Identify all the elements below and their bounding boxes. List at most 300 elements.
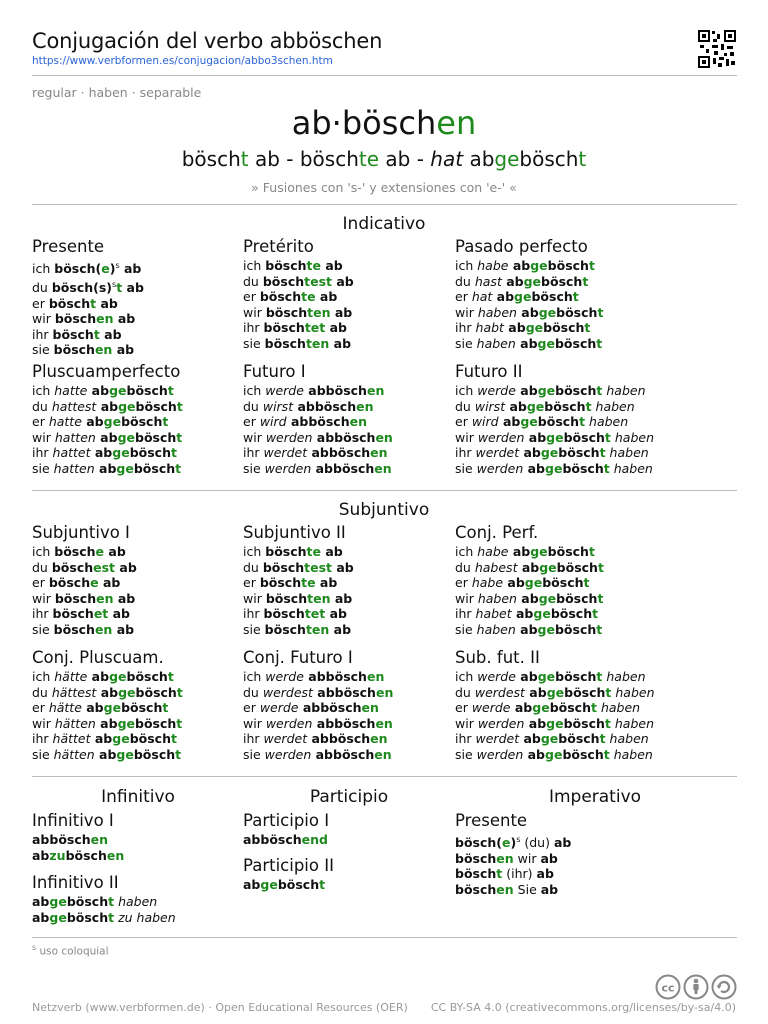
conjugation-row [243, 445, 458, 461]
conjugation-segment: ab [524, 684, 547, 700]
conjugation-segment: ab [81, 700, 104, 716]
conjugation-segment: ihr [455, 320, 476, 336]
conjugation-segment: wir [243, 304, 266, 320]
conjugation-segment: bösch [129, 731, 171, 747]
conjugation-segment: ab [96, 398, 119, 414]
conjugation-segment: bösch [455, 835, 497, 851]
conjugation-segment: ab [315, 575, 338, 591]
conjugation-segment: ge [118, 398, 136, 414]
conjugation-segment: bösch [556, 304, 598, 320]
conjugation-segment: bösch [563, 715, 605, 731]
conjugation-segment: bösch [51, 559, 94, 575]
conjugation-segment: abbösch [32, 832, 91, 847]
conjugation-segment: bösch [455, 850, 497, 866]
page-url[interactable]: https://www.verbformen.es/conjugacion/abbo3schen.htm [32, 55, 333, 67]
conjugation-segment: ge [103, 700, 122, 716]
conjugation-segment: wir [32, 311, 55, 327]
conjugation-row [243, 669, 458, 685]
tense-block [32, 362, 247, 477]
conjugation-segment: ten [305, 621, 330, 637]
conjugation-segment: sie [243, 621, 265, 637]
conjugation-segment: haben [596, 700, 641, 716]
conjugation-segment: te [301, 575, 316, 591]
conjugation-segment: wir [455, 429, 478, 445]
conjugation-row [455, 274, 670, 290]
conjugation-segment: hatte [54, 383, 88, 398]
conjugation-row [243, 430, 458, 446]
conjugation-row [243, 383, 458, 399]
conjugation-row [243, 274, 458, 290]
conjugation-segment: ge [546, 715, 564, 731]
conjugation-segment: bösch [54, 311, 97, 327]
conjugation-segment: ge [526, 398, 545, 414]
conjugation-row [32, 731, 247, 747]
conjugation-segment: t [116, 279, 123, 295]
conjugation-row [455, 414, 670, 430]
tense-block [32, 523, 247, 638]
conjugation-segment: ge [109, 383, 127, 398]
conjugation-segment: ab [516, 590, 539, 606]
conjugation-segment: du [32, 559, 52, 575]
conjugation-segment: ge [540, 731, 559, 747]
conjugation-segment: (du) [520, 835, 554, 851]
conjugation-segment: wird [259, 414, 287, 430]
conjugation-segment: abbösch [303, 669, 367, 684]
conjugation-segment: e [101, 261, 110, 277]
conjugation-segment: ich [243, 669, 266, 684]
conjugation-segment: t [93, 326, 100, 342]
conjugation-segment: ge [116, 746, 134, 762]
conjugation-segment: ge [112, 445, 130, 461]
conjugation-row [455, 560, 670, 576]
conjugation-segment: habe [477, 544, 509, 559]
conjugation-segment: ab [87, 383, 110, 398]
conjugation-segment: ab [96, 295, 118, 311]
conjugation-segment: wird [471, 414, 499, 430]
conjugation-segment: ab [536, 866, 554, 882]
conjugation-segment: ich [32, 383, 55, 398]
conjugation-segment: sie [32, 746, 54, 762]
conjugation-row [243, 606, 458, 622]
conjugation-segment: ab [32, 847, 50, 863]
conjugation-row [32, 832, 247, 848]
footnote-mark: s [516, 835, 521, 844]
conjugation-segment: er [455, 575, 472, 591]
conjugation-row [243, 461, 458, 477]
conjugation-segment: ab [523, 746, 546, 762]
conjugation-row [455, 685, 670, 701]
conjugation-segment: bösch [542, 575, 584, 591]
conjugation-segment: t [584, 320, 591, 336]
conjugation-segment: en [496, 850, 514, 866]
conjugation-row [32, 700, 247, 716]
conjugation-segment: ge [537, 383, 556, 398]
tense-block [243, 811, 458, 848]
conjugation-segment: er [455, 700, 472, 716]
conjugation-segment: t [162, 414, 169, 430]
conjugation-segment: en [366, 669, 385, 684]
conjugation-row [243, 685, 458, 701]
conjugation-segment: en [361, 700, 379, 716]
conjugation-segment: t [170, 445, 177, 461]
conjugation-segment: ich [243, 544, 266, 559]
footer-source[interactable]: Netzverb (www.verbformen.de) · Open Educational Resources (OER) [32, 1001, 408, 1014]
conjugation-segment: t [583, 575, 590, 591]
conjugation-row [455, 544, 670, 560]
conjugation-segment: habe [471, 575, 504, 591]
conjugation-segment: en [94, 621, 113, 637]
conjugation-segment: zu [49, 847, 66, 863]
conjugation-segment: t [596, 335, 603, 351]
conjugation-row [32, 544, 247, 560]
tense-block [32, 648, 247, 763]
conjugation-segment: ab [95, 429, 118, 445]
conjugation-row [243, 305, 458, 321]
tense-title: Pasado perfecto [455, 237, 588, 256]
conjugation-segment: ihr [243, 445, 264, 461]
conjugation-segment: bösch [51, 279, 94, 295]
conjugation-segment: sie [243, 746, 265, 762]
conjugation-segment: hättest [51, 684, 97, 700]
footer-license[interactable]: CC BY-SA 4.0 (creativecommons.org/licenses/by-sa/4.0) [430, 1001, 736, 1014]
conjugation-segment: ab [517, 559, 540, 575]
conjugation-segment: ihr [32, 445, 53, 461]
tense-block [32, 811, 247, 863]
conjugation-segment: hat [471, 289, 493, 305]
tense-title: Presente [455, 811, 528, 830]
conjugation-segment: tet [304, 320, 326, 336]
verb-tags: regular · haben · separable [32, 85, 202, 100]
conjugation-segment: haben [605, 731, 649, 747]
conjugation-row [455, 882, 670, 898]
conjugation-row [32, 716, 247, 732]
conjugation-segment: ab [330, 590, 353, 606]
conjugation-segment: bösch [531, 289, 573, 305]
conjugation-segment: ab [112, 342, 135, 358]
conjugation-segment: zu haben [114, 909, 176, 925]
conjugation-segment: wirst [474, 398, 506, 414]
section-participio: Participio [309, 787, 389, 807]
conjugation-row [32, 383, 247, 399]
conjugation-segment: t [167, 669, 174, 684]
conjugation-segment: bösch [265, 544, 307, 559]
conjugation-segment: hatten [53, 460, 95, 476]
tense-block [455, 811, 670, 898]
conjugation-segment: ge [532, 700, 550, 716]
conjugation-segment: en [374, 460, 392, 476]
conjugation-segment: bösch [558, 445, 600, 461]
conjugation-segment: werde [477, 383, 516, 398]
conjugation-segment: ab [553, 835, 572, 851]
conjugation-segment: bösch [133, 746, 176, 762]
conjugation-segment: bösch [554, 621, 597, 637]
conjugation-segment: ihr [243, 606, 264, 622]
conjugation-segment: t [597, 304, 604, 320]
principal-parts [0, 147, 768, 171]
conjugation-segment: ab [94, 460, 117, 476]
conjugation-segment: ge [109, 669, 127, 684]
conjugation-segment: haben [114, 894, 158, 909]
conjugation-segment: ab [325, 606, 347, 622]
conjugation-segment: bösch [564, 684, 606, 700]
conjugation-row [243, 700, 458, 716]
conjugation-segment: haben [609, 746, 653, 762]
pp-past-particle: ab [379, 147, 411, 171]
conjugation-row [243, 731, 458, 747]
conjugation-segment: ab [243, 877, 261, 892]
tense-block [243, 523, 458, 638]
conjugation-row [455, 669, 670, 685]
conjugation-segment: abbösch [312, 684, 376, 700]
conjugation-row [32, 461, 247, 477]
conjugation-row [243, 877, 458, 893]
conjugation-segment: abbösch [312, 429, 376, 445]
conjugation-segment: hattet [52, 445, 91, 461]
conjugation-row [455, 700, 670, 716]
conjugation-row [32, 747, 247, 763]
conjugation-row [32, 894, 247, 910]
conjugation-segment: ge [537, 335, 555, 351]
conjugation-segment: werden [476, 746, 524, 762]
conjugation-segment: wir [243, 590, 266, 606]
conjugation-segment: du [455, 273, 475, 289]
tense-title: Conj. Pluscuam. [32, 648, 164, 667]
conjugation-segment: ge [520, 414, 538, 430]
conjugation-segment: du [32, 684, 52, 700]
conjugation-segment: ab [321, 258, 343, 273]
svg-text:cc: cc [661, 981, 675, 995]
conjugation-segment: werden [264, 460, 312, 476]
conjugation-segment: abbösch [307, 731, 371, 747]
conjugation-segment: werden [264, 746, 312, 762]
conjugation-segment: t [605, 684, 612, 700]
conjugation-segment: ab [515, 621, 538, 637]
footnote-mark: s [32, 943, 37, 952]
conjugation-segment: haben [609, 460, 653, 476]
conjugation-segment: werde [265, 383, 304, 398]
conjugation-row [243, 575, 458, 591]
infinitive-stem: ab·bösch [291, 104, 437, 142]
page-title: Conjugación del verbo abböschen [32, 29, 383, 53]
conjugation-segment: haben [611, 684, 655, 700]
tense-title: Conj. Futuro I [243, 648, 353, 667]
conjugation-segment: haben [476, 335, 516, 351]
pp-participle-stem: bösch [519, 147, 579, 171]
conjugation-segment: er [32, 295, 49, 311]
conjugation-segment: t [176, 715, 183, 731]
conjugation-segment: en [90, 832, 109, 847]
pp-participle-ending: t [578, 147, 587, 171]
conjugation-segment: ge [546, 429, 564, 445]
section-divider [32, 490, 737, 491]
conjugation-segment: ab [515, 383, 538, 398]
conjugation-segment: ich [32, 669, 55, 684]
tense-title: Participio II [243, 856, 334, 875]
conjugation-segment: t [590, 700, 597, 716]
conjugation-segment: ihr [455, 606, 476, 622]
conjugation-segment: bösch [53, 621, 95, 637]
conjugation-row [32, 342, 247, 358]
conjugation-segment: (s) [93, 279, 113, 295]
conjugation-segment: bösch [262, 559, 305, 575]
conjugation-segment: abbösch [311, 746, 375, 762]
conjugation-segment: t [592, 606, 599, 622]
header-divider [32, 75, 737, 76]
conjugation-row [32, 258, 247, 277]
conjugation-segment: bösch [555, 669, 597, 684]
conjugation-row [32, 606, 247, 622]
conjugation-segment: werden [265, 715, 313, 731]
conjugation-row [243, 544, 458, 560]
conjugation-segment: en [349, 414, 368, 430]
conjugation-segment: ab [501, 273, 524, 289]
conjugation-segment: werdet [475, 731, 520, 747]
conjugation-segment: ge [546, 684, 565, 700]
conjugation-segment: bösch [455, 881, 497, 897]
conjugation-segment: bösch [133, 460, 176, 476]
conjugation-segment: bösch [549, 700, 591, 716]
conjugation-segment: bösch [54, 590, 97, 606]
footnote-mark: s [115, 261, 120, 270]
conjugation-segment: wir [243, 429, 266, 445]
conjugation-segment: ge [112, 731, 130, 747]
conjugation-segment: sie [32, 621, 54, 637]
conjugation-segment: en [374, 746, 392, 762]
pp-present-stem: bösch [181, 147, 241, 171]
conjugation-segment: e [95, 544, 105, 559]
conjugation-row [32, 430, 247, 446]
conjugation-segment: haben [610, 429, 654, 445]
conjugation-segment: ab [99, 326, 122, 342]
conjugation-segment: ab [524, 715, 547, 731]
conjugation-segment: t [175, 746, 182, 762]
conjugation-segment: ihr [32, 326, 53, 342]
qr-code-icon [697, 29, 737, 69]
conjugation-segment: (ihr) [502, 866, 537, 882]
conjugation-segment: bösch [547, 258, 589, 273]
conjugation-segment: wir [513, 850, 541, 866]
conjugation-segment: sie [32, 342, 54, 358]
conjugation-segment: wir [32, 715, 55, 731]
conjugation-row [32, 277, 247, 296]
conjugation-row [32, 414, 247, 430]
conjugation-segment: er [32, 700, 49, 716]
conjugation-segment: ihr [243, 731, 264, 747]
conjugation-row [243, 716, 458, 732]
conjugation-row [455, 461, 670, 477]
conjugation-segment: werdet [263, 731, 308, 747]
conjugation-segment: en [375, 429, 393, 445]
conjugation-row [455, 575, 670, 591]
tense-title: Subjuntivo I [32, 523, 130, 542]
conjugation-segment: du [243, 559, 263, 575]
conjugation-row [32, 622, 247, 638]
conjugation-segment: sie [243, 335, 265, 351]
conjugation-segment: t [175, 460, 182, 476]
section-divider [32, 937, 737, 938]
conjugation-segment: t [604, 429, 611, 445]
conjugation-segment: bösch [65, 847, 107, 863]
conjugation-segment: bösch [54, 261, 96, 277]
conjugation-segment: hättet [52, 731, 91, 747]
conjugation-segment: t [170, 731, 177, 747]
conjugation-segment: t [588, 544, 595, 559]
conjugation-segment: wir [243, 715, 266, 731]
conjugation-segment: ab [95, 715, 118, 731]
conjugation-segment: abbösch [311, 460, 375, 476]
conjugation-segment: ab [112, 621, 135, 637]
conjugation-segment: er [455, 414, 472, 430]
conjugation-segment: en [366, 383, 385, 398]
section-indicativo: Indicativo [342, 214, 426, 234]
conjugation-segment: test [304, 559, 333, 575]
conjugation-segment: ab [87, 669, 110, 684]
conjugation-segment: werde [471, 700, 511, 716]
conjugation-row [243, 622, 458, 638]
section-subjuntivo: Subjuntivo [338, 500, 430, 520]
conjugation-segment: ab [519, 731, 541, 747]
conjugation-segment: ab [90, 445, 113, 461]
conjugation-row [243, 591, 458, 607]
conjugation-segment: hätten [53, 746, 95, 762]
conjugation-segment: ich [455, 383, 478, 398]
conjugation-segment: bösch [262, 273, 305, 289]
conjugation-row [243, 320, 458, 336]
conjugation-segment: bösch [543, 320, 585, 336]
conjugation-segment: t [603, 460, 610, 476]
conjugation-segment: t [90, 295, 97, 311]
conjugation-segment: ich [32, 544, 55, 559]
conjugation-segment: est [93, 559, 116, 575]
conjugation-segment: ten [307, 304, 331, 320]
conjugation-segment: bösch [135, 429, 177, 445]
conjugation-segment: bösch [554, 335, 597, 351]
conjugation-segment: abbösch [298, 700, 362, 716]
footnote-text: uso coloquial [39, 945, 109, 958]
conjugation-segment: en [496, 881, 514, 897]
conjugation-segment: bösch [541, 273, 583, 289]
conjugation-segment: abbösch [307, 445, 371, 461]
tense-title: Participio I [243, 811, 330, 830]
conjugation-segment: en [370, 445, 388, 461]
conjugation-segment: sie [455, 621, 477, 637]
conjugation-segment: t [167, 383, 174, 398]
conjugation-segment: ab [321, 544, 343, 559]
conjugation-segment: bösch [52, 606, 94, 622]
conjugation-segment: wir [455, 715, 478, 731]
conjugation-segment: werdet [475, 445, 520, 461]
pp-past-stem: bösch [299, 147, 359, 171]
conjugation-segment: t [597, 590, 604, 606]
conjugation-segment: werdest [474, 684, 525, 700]
conjugation-segment: sie [455, 746, 477, 762]
conjugation-segment: habest [474, 559, 518, 575]
conjugation-segment: t [596, 621, 603, 637]
conjugation-segment: ge [537, 621, 555, 637]
conjugation-segment: t [319, 877, 326, 892]
conjugation-segment: bösch [265, 304, 308, 320]
conjugation-row [243, 336, 458, 352]
cc-by-sa-icon [655, 974, 737, 1000]
conjugation-segment: ge [117, 429, 135, 445]
conjugation-segment: t [572, 289, 579, 305]
conjugation-segment: ge [538, 590, 557, 606]
conjugation-row [32, 591, 247, 607]
pp-past-ending: te [358, 147, 380, 171]
conjugation-segment: ab [516, 304, 539, 320]
conjugation-segment: hätte [54, 669, 88, 684]
verb-infinitive [0, 104, 768, 142]
